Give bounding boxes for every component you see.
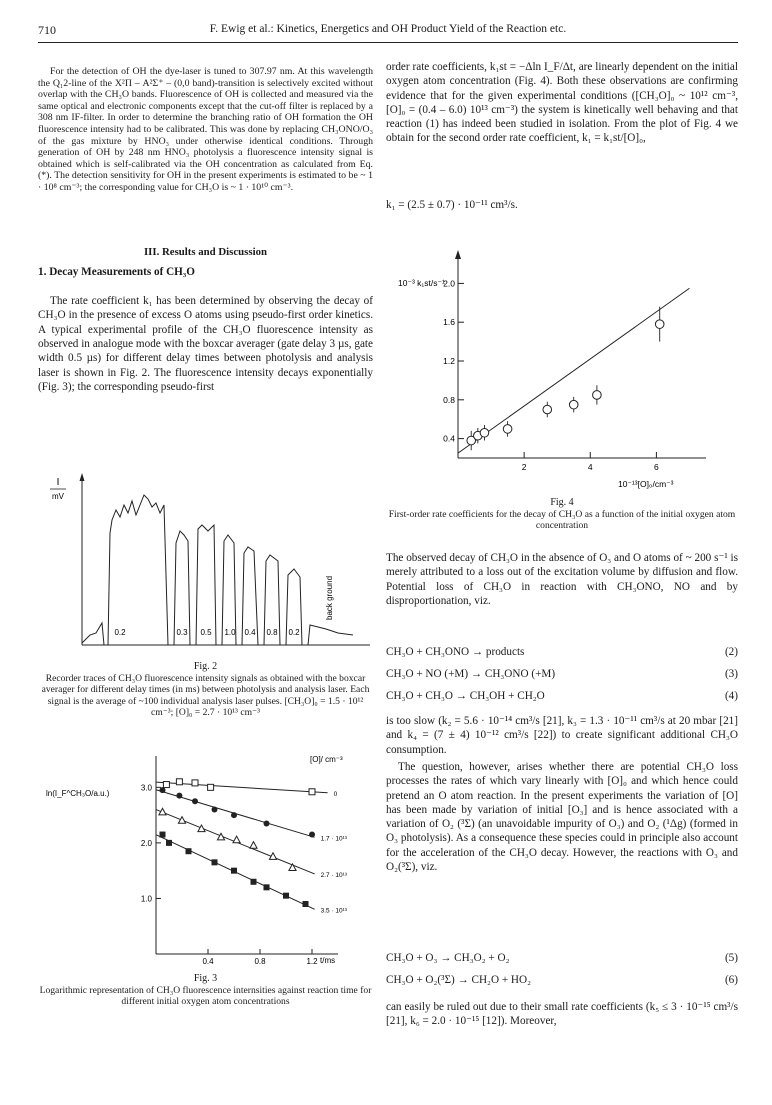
rate-text: order rate coefficients, k₁st = −Δln I_F/Δt, are linearly dependent on the initial oxygen atom concentration (Fig. 4). Both these observations are confirming evidence that for the given experimental conditions ([CH₃O]₀ ~ 10¹² cm⁻³, [O]₀ = (0.4 – 6.0) 10¹³ cm⁻³) the system is kinetically well behaving and that reaction (1) has indeed been studied in isolation. From the plot of Fig. 4 we obtain for the second order rate coefficient, k₁ = k₁st/[O]₀, [386,61,738,145]
equation-4-text: CH₃O + CH₃O → CH₃OH + CH₂O [386,690,545,702]
fig4-xlabel: 10⁻¹³[O]₀/cm⁻³ [618,479,674,489]
fig3-point-open-triangle [289,864,296,871]
fig3-point-open-square [192,780,198,786]
fig2-label: Fig. 2 [193,661,218,672]
fig3-point-open-square [176,779,182,785]
fig3-point-open-triangle [233,836,240,843]
fig4-data-point [543,405,552,414]
fig2-y-arrow [80,473,85,481]
fig3-xlabel: t/ms [320,956,336,965]
ruled-out-text: can easily be ruled out due to their small rate coefficients (k₅ ≤ 3 · 10⁻¹⁵ cm³/s [21], k₆ = 2.0 · 10⁻¹⁵ [12]). Moreover, [386,1001,738,1028]
fig4-y-tick-label: 0.8 [443,394,455,405]
fig4-data-point [655,320,664,329]
fig3-point-open-triangle [250,842,257,849]
equation-6-text: CH₃O + O₂(³Σ) → CH₂O + HO₂ [386,974,531,986]
subsection-heading: 1. Decay Measurements of CH₃O [38,266,195,278]
equation-6-number: (6) [724,974,738,986]
fig2-background-label: back ground [325,575,334,620]
slow-paragraph [386,714,738,757]
equation-2-text: CH₃O + CH₃ONO → products [386,646,525,658]
fig3-series-label: 3.5 · 10¹³ [320,907,347,915]
section-heading: III. Results and Discussion [143,246,267,258]
loss-paragraph [386,551,738,608]
fig2-delay-label-5: 0.4 [244,628,256,637]
fig3-x-tick-label: 0.4 [202,957,214,966]
equation-3-text: CH₃O + NO (+M) → CH₃ONO (+M) [386,668,556,680]
equation-2 [386,646,738,662]
fig3-y-tick-label: 3.0 [140,783,152,793]
fig3-point-filled-square [283,893,289,899]
fig4-label: Fig. 4 [550,497,574,508]
fig3-point-filled-circle [309,832,315,838]
slow-text: is too slow (k₂ = 5.6 · 10⁻¹⁴ cm³/s [21], k₃ = 1.3 · 10⁻¹¹ cm³/s at 20 mbar [21] and k₄ = (7 ± 4) 10⁻¹² cm³/s [22]) to create significant additional CH₃O consumption. [386,715,738,756]
question-text: The question, however, arises whether there are potential CH₃O loss processes the rates of which vary linearly with [O]₀ and which hence could pretend an O atom reaction. In the present experiments the variation of [O] has been made by variation of initial [O₃] and is hence associated with a variation of O₂ (³Σ) (an unavoidable impurity of O₃) and O₂ (¹Δg) (formed in O₃ photolysis). As a consequence these species could in principle also account for the acceleration of the CH₃O decay. However, the reactions with O₃ and O₂(³Σ), viz. [386,761,738,874]
fig2-delay-label-7: 0.2 [288,628,300,637]
header-rule [38,42,738,43]
fig2-ylabel-num: I [56,477,60,488]
fig3-caption-text: Logarithmic representation of CH₃O fluorescence internsities against reaction time for different initial oxygen atom concentrations [39,984,372,1008]
fig3-point-filled-square [231,868,237,874]
fig4-data-point [503,425,512,434]
equation-3 [386,668,738,684]
equation-2-number: (2) [724,646,738,658]
fig3-point-filled-square [212,859,218,865]
fig4-ylabel: 10⁻³ k₁st/s⁻¹ [398,278,445,288]
fig3-series-label: 2.7 · 10¹³ [320,871,347,879]
fig3-point-open-square [309,789,315,795]
fig4-caption-text: First-order rate coefficients for the decay of CH₃O as a function of the initial oxygen atom concentration [388,508,736,532]
fig3-label: Fig. 3 [193,973,218,984]
fig3-x-tick-label: 1.2 [306,957,318,966]
rate-paragraph [386,60,738,146]
fig2-caption-text: Recorder traces of CH₃O fluorescence intensity signals as obtained with the boxcar averager for different delay times (in ms) between photolysis and analysis laser. Each signal is the average of ~100 individual analysis laser pulses. [CH₃O]₀ = 1.5 · 10¹² cm⁻³; [O]₀ = 2.7 · 10¹³ cm⁻³ [41,672,370,719]
fig3-point-filled-square [160,832,166,838]
fig4-data-point [593,391,602,400]
fig3-x-tick-label: 0.8 [254,957,266,966]
fig4-x-tick-label: 6 [654,462,659,472]
fig4-rate-plot [386,236,738,494]
equation-5-text: CH₃O + O₃ → CH₃O₂ + O₂ [386,952,510,964]
fig2-delay-label-3: 0.5 [200,628,212,637]
fig4-data-point [480,428,489,437]
fig3-caption [38,973,373,1008]
fig3-legend-title: [O]/ cm⁻³ [310,755,343,764]
fig3-point-open-square [208,784,214,790]
fig2-ylabel-den: mV [52,492,64,501]
fig4-fit-line [458,288,689,453]
equation-5-number: (5) [724,952,738,964]
fig3-y-tick-label: 2.0 [140,838,152,848]
fig3-log-plot [38,748,373,966]
fig2-delay-label-6: 0.8 [266,628,278,637]
ruled-out-paragraph [386,1000,738,1029]
fig3-point-filled-circle [160,787,166,793]
fig4-y-tick-label: 0.4 [443,433,455,444]
intro-paragraph [38,66,373,194]
running-header [38,23,738,43]
equation-5 [386,952,738,968]
fig2-delay-label-2: 0.3 [176,628,188,637]
fig4-data-point [569,400,578,409]
fig2-delay-label-1: 0.2 [114,628,126,637]
intro-text: For the detection of OH the dye-laser is tuned to 307.97 nm. At this wavelength the Q₁2-line of the X²Π – A²Σ⁺ – (0,0 band)-transition is selectively excited without overlap with the CH₃O bands. Fluorescence of OH is collected and measured via the same optical and electronic components except that the cut-off filter is replaced by a 308 nm IF-filter. In order to determine the branching ratio of OH formation the OH fluorescence intensity had to be calibrated. This was done by replacing CH₃ONO/O₃ of the gas mixture by HNO₃ under otherwise identical conditions. Through generation of OH by 248 nm HNO₃ photolysis a fluorescence intensity signal is obtained which is self-calibrated via the OH concentration as calculated from Eq. (*). The detection sensitivity for OH in the present experiments is estimated to be ~ 1 · 10⁸ cm⁻³; the corresponding value for CH₃O is ~ 1 · 10¹⁰ cm⁻³. [38,66,373,193]
loss-text: The observed decay of CH₃O in the absence of O₃ and O atoms of ~ 200 s⁻¹ is merely attributed to a loss out of the excitation volume by diffusion and flow. Potential loss of CH₃O in reaction with CH₃ONO, NO and by disproportionation, viz. [386,552,738,607]
fig3-y-tick-label: 1.0 [140,894,152,904]
fig3-point-filled-square [186,848,192,854]
fig2-trace [82,495,353,645]
fig3-point-filled-square [303,901,309,907]
fig3-point-open-triangle [178,817,185,824]
fig3-point-filled-circle [212,807,218,813]
fig3-point-filled-circle [176,793,182,799]
fig3-point-filled-circle [264,820,270,826]
question-paragraph [386,760,738,874]
fig4-y-tick-label: 1.2 [443,356,455,366]
fig4-caption [386,497,738,532]
fig4-x-tick-label: 2 [521,462,527,472]
fig2-recorder-traces [38,465,373,655]
fig3-point-filled-circle [192,798,198,804]
fig4-x-tick-label: 4 [587,462,593,472]
page-number: 710 [38,23,56,37]
fig4-y-tick-label: 2.0 [443,278,455,289]
fig3-series-label: 0 [333,790,338,798]
equation-6 [386,974,738,990]
decay-paragraph [38,283,373,405]
fig4-y-arrow [455,250,461,259]
fig3-point-open-triangle [198,825,205,832]
fig3-point-open-square [163,782,169,788]
k1-result: k₁ = (2.5 ± 0.7) · 10⁻¹¹ cm³/s. [386,199,518,211]
fig3-ylabel: ln(I_F^CH₃O/a.u.) [46,789,110,798]
equation-3-number: (3) [724,668,738,680]
fig4-y-tick-label: 1.6 [443,317,455,328]
equation-4-number: (4) [724,690,738,702]
fig3-point-filled-square [251,879,257,885]
fig2-caption [38,661,373,719]
equation-4 [386,690,738,706]
fig3-point-filled-square [166,840,172,846]
fig3-point-filled-square [264,884,270,890]
fig3-point-filled-circle [231,812,237,818]
fig2-delay-label-4: 1.0 [224,628,236,637]
decay-text: The rate coefficient k₁ has been determined by observing the decay of CH₃O in the presence of excess O atoms using pseudo-first order kinetics. A typical experimental profile of the CH₃O fluorescence intensity as observed in analogue mode with the boxcar averager (gate delay 3 µs, gate width 0.5 µs) for different delay times between photolysis and analysis laser is shown in Fig. 2. The fluorescence intensity decays exponentially (Fig. 3); the corresponding pseudo-first [38,295,373,393]
fig3-series-label: 1.7 · 10¹³ [320,835,347,843]
running-title: F. Ewig et al.: Kinetics, Energetics and OH Product Yield of the Reaction etc. [209,23,567,35]
